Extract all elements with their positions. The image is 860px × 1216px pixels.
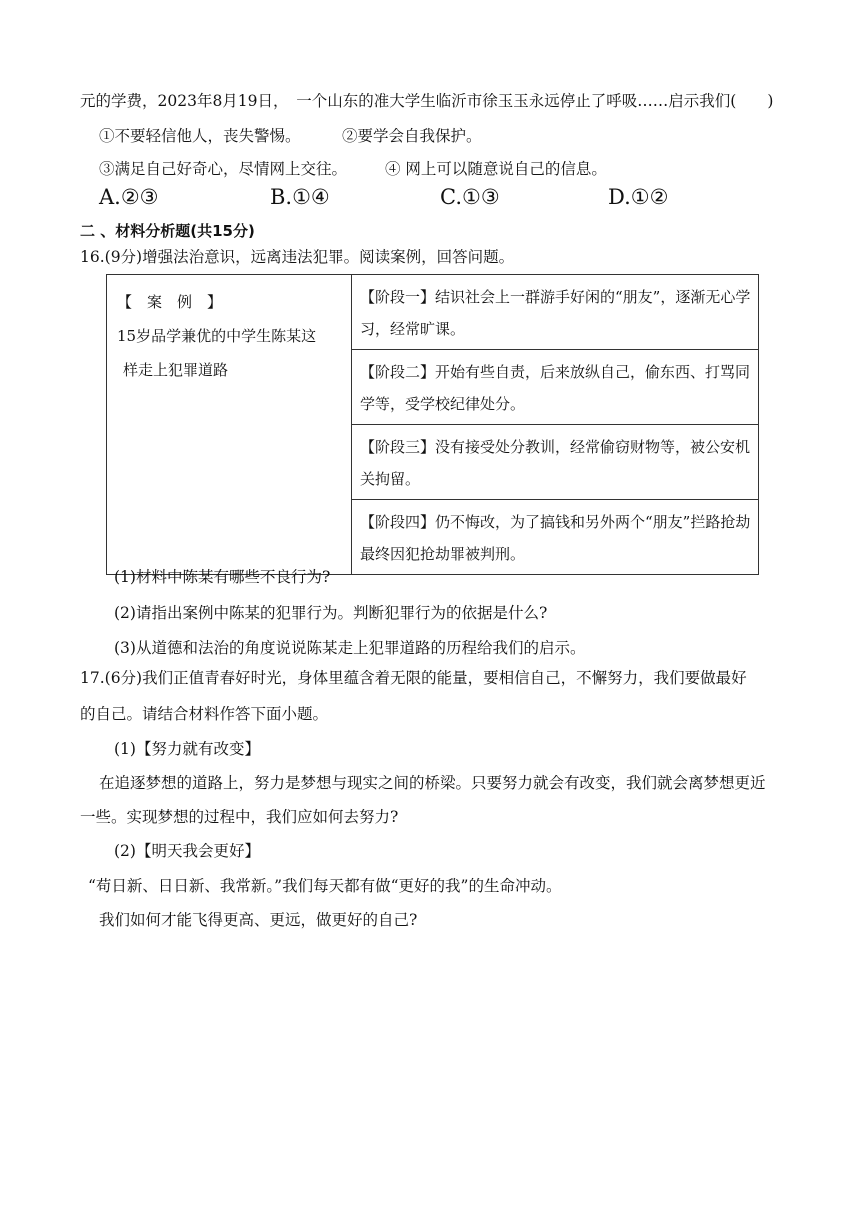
q15-option-a: A.②③ bbox=[99, 185, 159, 209]
q16-sub-2: (2)请指出案例中陈某的犯罪行为。判断犯罪行为的依据是什么? bbox=[114, 604, 548, 622]
stage-4-line-2: 最终因犯抢劫罪被判刑。 bbox=[360, 545, 526, 563]
q17-stem-line-1: 17.(6分)我们正值青春好时光，身体里蕴含着无限的能量，要相信自己，不懈努力，我们要做最好 bbox=[80, 669, 747, 687]
q17-sub-2-line-1: “苟日新、日日新、我常新。”我们每天都有做“更好的我”的生命冲动。 bbox=[88, 877, 562, 895]
q17-sub-1-title: (1)【努力就有改变】 bbox=[114, 740, 260, 758]
case-table bbox=[106, 274, 759, 575]
q15-stem: 元的学费，2023年8月19日， 一个山东的准大学生临沂市徐玉玉永远停止了呼吸……启示我们( ) bbox=[80, 92, 774, 110]
case-label: 【 案 例 】 bbox=[117, 293, 223, 311]
q15-item-2: ②要学会自我保护。 bbox=[342, 127, 482, 145]
q15-item-4: ④ 网上可以随意说自己的信息。 bbox=[385, 160, 607, 178]
q17-sub-2-line-2: 我们如何才能飞得更高、更远，做更好的自己? bbox=[99, 911, 418, 929]
q17-sub-1-line-2: 一些。实现梦想的过程中，我们应如何去努力? bbox=[80, 808, 399, 826]
q16-sub-1: (1)材料中陈某有哪些不良行为? bbox=[114, 568, 331, 586]
stage-1-line-2: 习，经常旷课。 bbox=[360, 320, 466, 338]
q15-item-1: ①不要轻信他人，丧失警惕。 bbox=[99, 127, 301, 145]
stage-3-line-1: 【阶段三】没有接受处分教训，经常偷窃财物等，被公安机 bbox=[360, 438, 751, 456]
stage-4-cell bbox=[352, 500, 759, 575]
stage-4-line-1: 【阶段四】仍不悔改，为了搞钱和另外两个“朋友”拦路抢劫 bbox=[360, 513, 751, 531]
q15-option-b: B.①④ bbox=[270, 185, 330, 209]
q17-stem-line-2: 的自己。请结合材料作答下面小题。 bbox=[80, 705, 329, 723]
case-desc-line-1: 15岁品学兼优的中学生陈某这 bbox=[117, 327, 317, 345]
q15-option-c: C.①③ bbox=[440, 185, 500, 209]
stage-3-cell bbox=[352, 425, 759, 500]
stage-3-line-2: 关拘留。 bbox=[360, 470, 421, 488]
q16-sub-3: (3)从道德和法治的角度说说陈某走上犯罪道路的历程给我们的启示。 bbox=[114, 639, 586, 657]
q17-sub-2-title: (2)【明天我会更好】 bbox=[114, 842, 260, 860]
q15-item-3: ③满足自己好奇心，尽情网上交往。 bbox=[99, 160, 348, 178]
q15-option-d: D.①② bbox=[608, 185, 669, 209]
q16-stem: 16.(9分)增强法治意识，远离违法犯罪。阅读案例，回答问题。 bbox=[80, 248, 515, 266]
stage-2-cell bbox=[352, 350, 759, 425]
stage-2-line-1: 【阶段二】开始有些自责，后来放纵自己，偷东西、打骂同 bbox=[360, 363, 751, 381]
case-description-cell bbox=[107, 275, 352, 575]
stage-1-cell bbox=[352, 275, 759, 350]
case-desc-line-2: 样走上犯罪道路 bbox=[123, 361, 229, 379]
section2-title: 二 、材料分析题(共15分) bbox=[80, 222, 255, 240]
stage-2-line-2: 学等，受学校纪律处分。 bbox=[360, 395, 526, 413]
q17-sub-1-line-1: 在追逐梦想的道路上，努力是梦想与现实之间的桥梁。只要努力就会有改变，我们就会离梦想更近 bbox=[99, 774, 766, 792]
stage-1-line-1: 【阶段一】结识社会上一群游手好闲的“朋友”，逐渐无心学 bbox=[360, 288, 751, 306]
